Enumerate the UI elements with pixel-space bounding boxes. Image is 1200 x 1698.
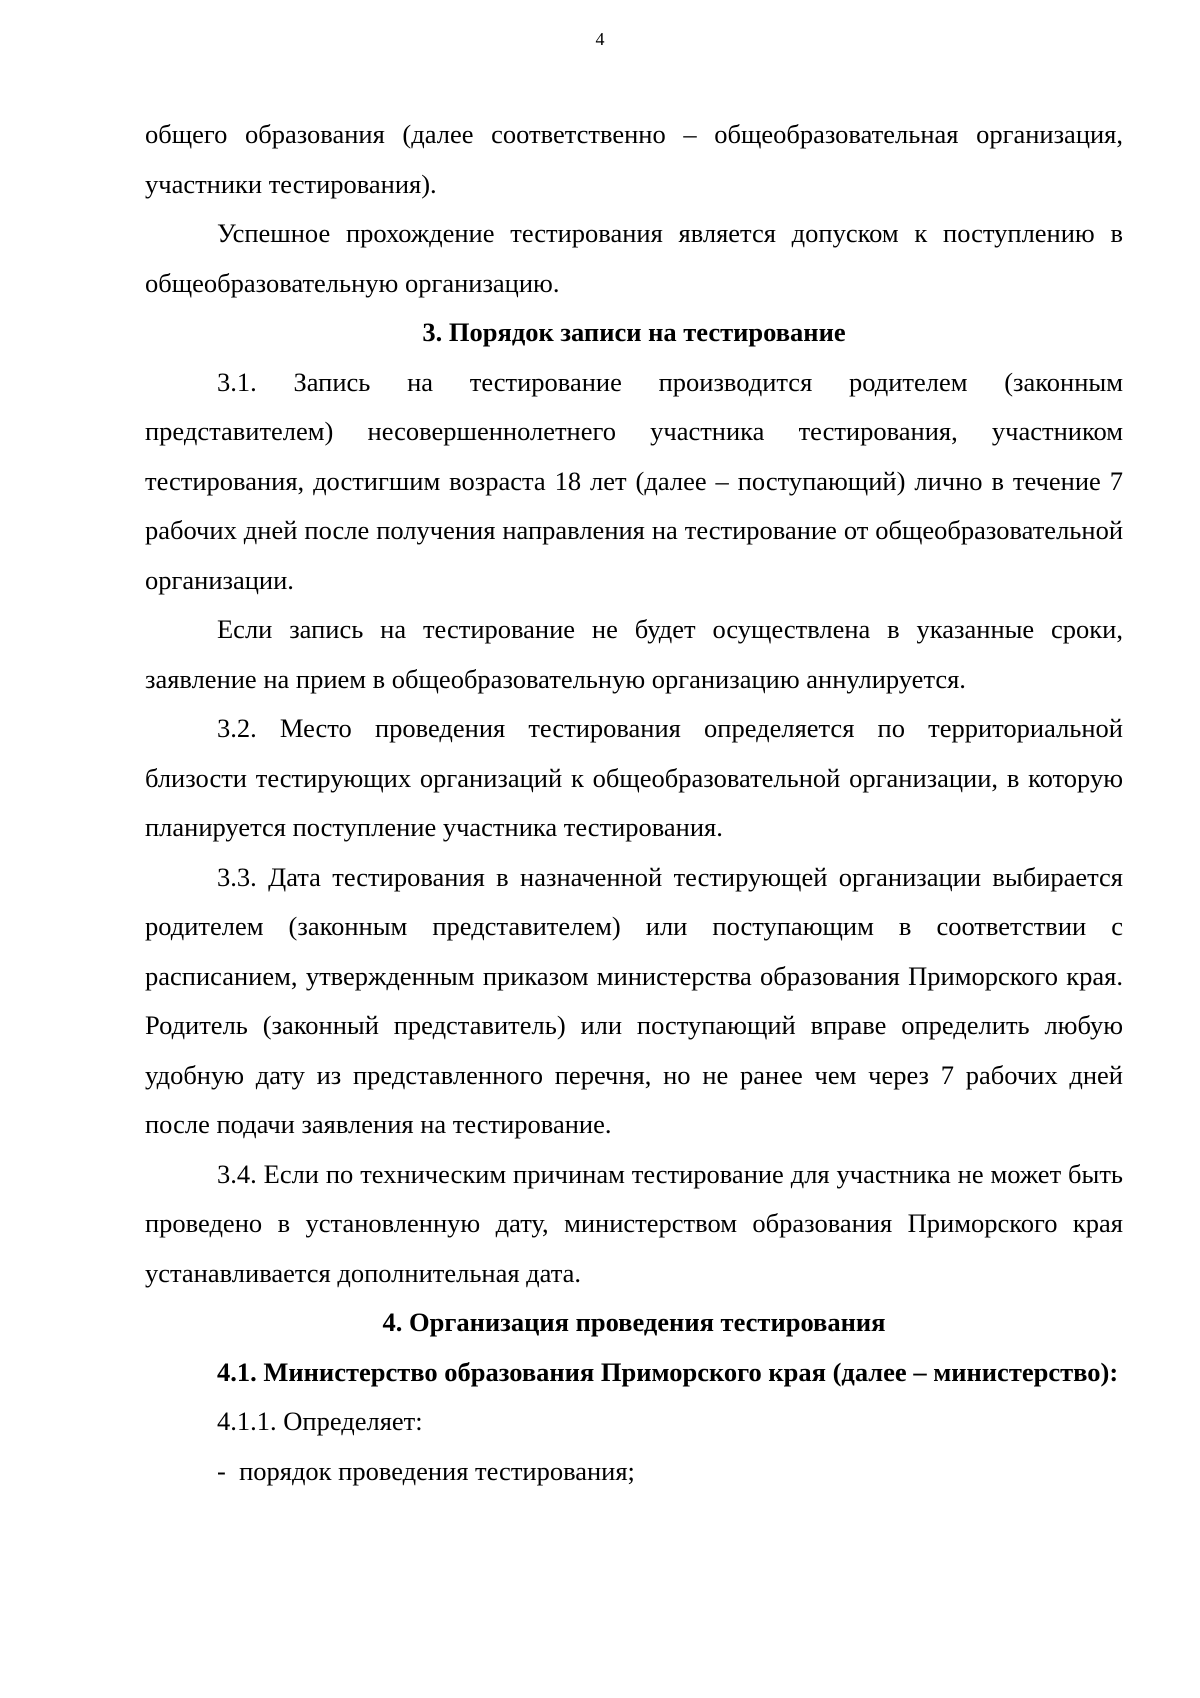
section-heading-3: 3. Порядок записи на тестирование — [422, 317, 846, 347]
paragraph-4-1-1: 4.1.1. Определяет: — [217, 1406, 423, 1436]
page-number: 4 — [595, 29, 605, 49]
paragraph-3-2: 3.2. Место проведения тестирования определяется по территориальной близости тестирующих организаций к общеобразовательной организации, в которую планируется поступление участника тестирования. — [145, 713, 1123, 842]
paragraph-4-1: 4.1. Министерство образования Приморского края (далее – министерство): — [217, 1356, 1119, 1387]
paragraph-admission: Успешное прохождение тестирования является допуском к поступлению в общеобразовательную организацию. — [145, 218, 1123, 298]
paragraph-3-1: 3.1. Запись на тестирование производится родителем (законным представителем) несовершеннолетнего участника тестирования, участником тестирования, достигшим возраста 18 лет (далее – поступающий) лично в течение 7 рабочих дней после получения направления на тестирование от общеобразовательной организации. — [145, 366, 1123, 595]
paragraph-3-3: 3.3. Дата тестирования в назначенной тестирующей организации выбирается родителем (законным представителем) или поступающим в соответствии с расписанием, утвержденным приказом министерства образования Приморского края. Родитель (законный представитель) или поступающий вправе определить любую удобную дату из представленного перечня, но не ранее чем через 7 рабочих дней после подачи заявления на тестирование. — [145, 861, 1123, 1139]
list-item: - порядок проведения тестирования; — [217, 1455, 635, 1486]
paragraph-3-4: 3.4. Если по техническим причинам тестирование для участника не может быть проведено в установленную дату, министерством образования Приморского края устанавливается дополнительная дата. — [145, 1158, 1123, 1288]
paragraph-3-1-annul: Если запись на тестирование не будет осуществлена в указанные сроки, заявление на прием в общеобразовательную организацию аннулируется. — [145, 614, 1123, 694]
document-body — [145, 110, 1123, 1496]
paragraph-continuation: общего образования (далее соответственно – общеобразовательная организация, участники тестирования). — [145, 119, 1123, 199]
section-heading-4: 4. Организация проведения тестирования — [382, 1307, 886, 1337]
